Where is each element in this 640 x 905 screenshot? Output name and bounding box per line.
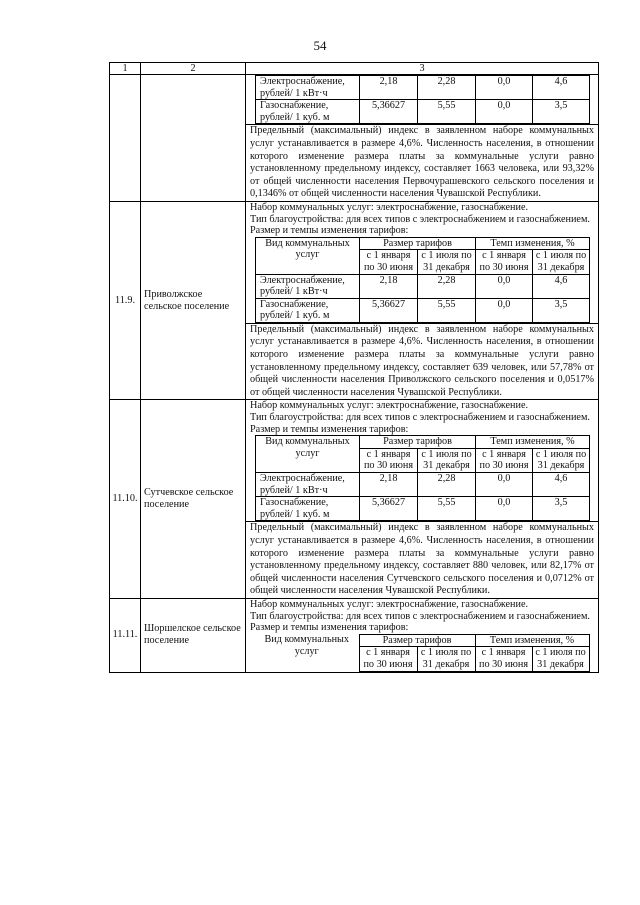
th-rate: Темп изменения, % (476, 436, 590, 449)
services-set: Набор коммунальных услуг: электроснабжение, газоснабжение. (250, 201, 529, 213)
services-set: Набор коммунальных услуг: электроснабжение, газоснабжение. (250, 598, 529, 610)
improvement-type: Тип благоустройства: для всех типов с электроснабжением и газоснабжением. (250, 412, 590, 424)
section-number: 11.10. (110, 400, 141, 599)
tariff-subtable (255, 75, 590, 124)
tariff-table (109, 62, 599, 673)
improvement-type: Тип благоустройства: для всех типов с электроснабжением и газоснабжением. (250, 610, 590, 622)
settlement-name: Шоршелское сельское поселение (141, 598, 246, 672)
settlement-name: Приволжское сельское поселение (141, 201, 246, 400)
section-number: 11.9. (110, 201, 141, 400)
tariff-row: Газоснабжение, рублей/ 1 куб. м 5,36627 5,55 0,0 3,5 (256, 298, 590, 322)
th-size: Размер тарифов (359, 634, 475, 647)
th-rate: Темп изменения, % (476, 237, 590, 250)
tariff-row: Электроснабжение, рублей/ 1 кВт·ч 2,18 2,28 0,0 4,6 (256, 473, 590, 497)
column-header-row (110, 63, 599, 75)
col-header-3: 3 (246, 63, 599, 75)
index-note: Предельный (максимальный) индекс в заявленном наборе коммунальных услуг устанавливается в размере 4,6%. Численность населения, в отношении которого изменение размера платы за коммунальные услуги равно установленному предельному индексу, составляет 1663 человека, или 93,32% от общей численности населения Первочурашевского сельского поселения и 0,1346% от общей численности населения Чувашской Республики. (246, 124, 598, 201)
rates-caption: Размер и темпы изменения тарифов: (250, 622, 409, 634)
th-service: Вид коммунальных услуг (264, 634, 349, 657)
section-number: 11.11. (110, 598, 141, 672)
section-row-continued (110, 75, 599, 202)
index-note: Предельный (максимальный) индекс в заявленном наборе коммунальных услуг устанавливается в размере 4,6%. Численность населения, в отношении которого изменение размера платы за коммунальные услуги равно установленному предельному индексу, составляет 639 человек, или 57,78% от общей численности населения Приволжского сельского поселения и 0,0517% от общей численности населения Чувашской Республики. (246, 323, 598, 400)
section-row (110, 598, 599, 672)
services-set: Набор коммунальных услуг: электроснабжение, газоснабжение. (250, 400, 529, 412)
tariff-row: Электроснабжение, рублей/ 1 кВт·ч 2,18 2,28 0,0 4,6 (256, 274, 590, 298)
section-row (110, 201, 599, 400)
tariff-subtable: Вид коммунальных услуг Размер тарифов Темп изменения, % с 1 января по 30 июня с 1 июля по 31 декабря с 1 января по 30 июня с 1 июля по 31 декабря Электроснабжение, рублей/ 1 кВт·ч 2,18 2,28 0,0 4,6 Газоснабжение, рублей/ 1 куб. м 5,36627 5,55 0,0 3,5 (255, 435, 590, 521)
rates-caption: Размер и темпы изменения тарифов: (250, 225, 409, 237)
col-header-2: 2 (141, 63, 246, 75)
col-header-1: 1 (110, 63, 141, 75)
index-note: Предельный (максимальный) индекс в заявленном наборе коммунальных услуг устанавливается в размере 4,6%. Численность населения, в отношении которого изменение размера платы за коммунальные услуги равно установленному предельному индексу, составляет 880 человек, или 82,17% от общей численности населения Сутчевского сельского поселения и 0,0712% от общей численности населения Чувашской Республики. (246, 521, 598, 598)
improvement-type: Тип благоустройства: для всех типов с электроснабжением и газоснабжением. (250, 213, 590, 225)
th-service: Вид коммунальных услуг (256, 237, 360, 274)
th-service: Вид коммунальных услуг (256, 436, 360, 473)
rates-caption: Размер и темпы изменения тарифов: (250, 423, 409, 435)
tariff-row: Газоснабжение, рублей/ 1 куб. м 5,36627 5,55 0,0 3,5 (256, 100, 590, 124)
th-size: Размер тарифов (360, 237, 476, 250)
th-rate: Темп изменения, % (475, 634, 589, 647)
page-number: 54 (313, 38, 327, 53)
th-size: Размер тарифов (360, 436, 476, 449)
tariff-subtable: Вид коммунальных услуг Размер тарифов Темп изменения, % с 1 января по 30 июня с 1 июля по 31 декабря с 1 января по 30 июня с 1 июля по 31 декабря Электроснабжение, рублей/ 1 кВт·ч 2,18 2,28 0,0 4,6 Газоснабжение, рублей/ 1 куб. м 5,36627 5,55 0,0 3,5 (255, 237, 590, 323)
tariff-subtable: Вид коммунальных услуг Размер тарифов Темп изменения, % с 1 января по 30 июня с 1 июля по 31 декабря с 1 января по 30 июня с 1 июля по 31 декабря (255, 634, 590, 672)
tariff-row: Газоснабжение, рублей/ 1 куб. м 5,36627 5,55 0,0 3,5 (256, 497, 590, 521)
section-row (110, 400, 599, 599)
settlement-name: Сутчевское сельское поселение (141, 400, 246, 599)
tariff-row: Электроснабжение, рублей/ 1 кВт·ч 2,18 2,28 0,0 4,6 (256, 76, 590, 100)
